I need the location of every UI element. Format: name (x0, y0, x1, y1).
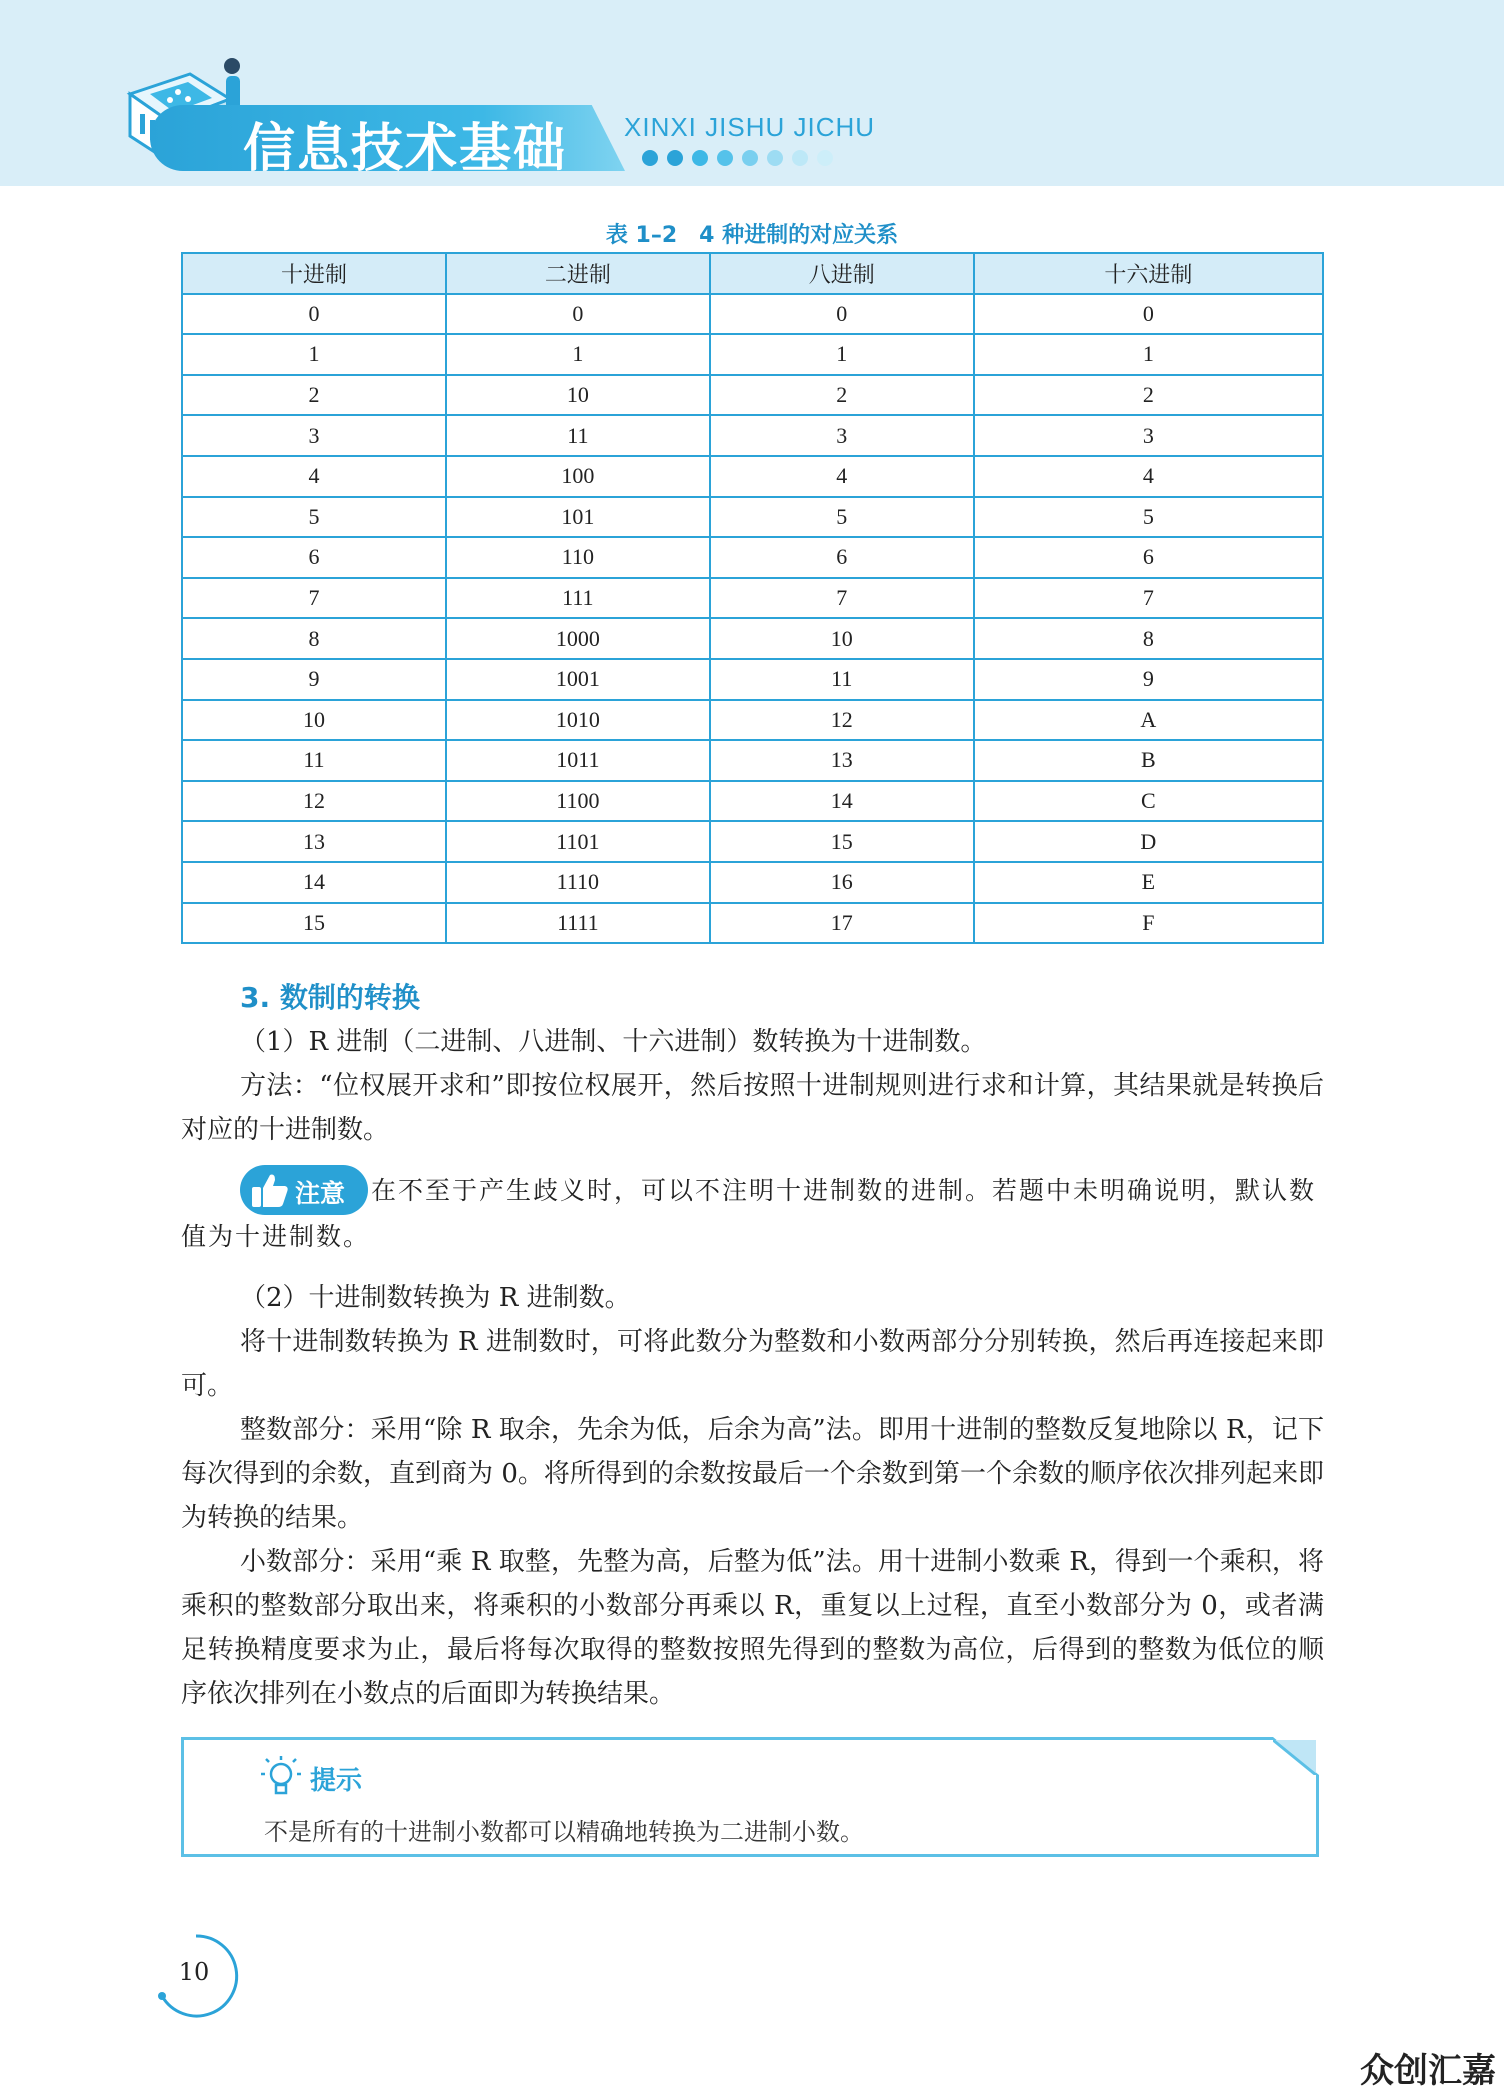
table-cell: 10 (182, 700, 446, 741)
section-heading: 3. 数制的转换 (240, 981, 420, 1014)
table-cell: 13 (182, 821, 446, 862)
column-header: 十六进制 (974, 253, 1323, 294)
table-cell: 0 (182, 294, 446, 335)
table-cell: 17 (710, 903, 974, 944)
page-fold-corner (1273, 1737, 1319, 1775)
table-cell: 5 (182, 497, 446, 538)
lightbulb-icon (260, 1754, 302, 1802)
table-cell: 14 (710, 781, 974, 822)
table-cell: 9 (974, 659, 1323, 700)
table-cell: 1 (710, 334, 974, 375)
note-text: 在不至于产生歧义时，可以不注明十进制数的进制。若题中未明确说明，默认数值为十进制数。 (181, 1176, 1317, 1251)
table-cell: 111 (446, 578, 710, 619)
column-header: 二进制 (446, 253, 710, 294)
paragraph-r-to-decimal: （1）R 进制（二进制、八进制、十六进制）数转换为十进制数。 (240, 1027, 987, 1057)
table-cell: 0 (710, 294, 974, 335)
table-row (182, 375, 1323, 416)
table-cell: 16 (710, 862, 974, 903)
table-cell: D (974, 821, 1323, 862)
table-cell: C (974, 781, 1323, 822)
table-cell: 5 (974, 497, 1323, 538)
table-cell: 12 (182, 781, 446, 822)
table-cell: 1 (182, 334, 446, 375)
table-row (182, 862, 1323, 903)
table-header-row (182, 253, 1323, 294)
paragraph-method: 方法：“位权展开求和”即按位权展开，然后按照十进制规则进行求和计算，其结果就是转换后对应的十进制数。 (181, 1071, 1324, 1145)
table-cell: 7 (182, 578, 446, 619)
watermark: 众创汇嘉 (1360, 2051, 1496, 2091)
table-cell: E (974, 862, 1323, 903)
table-row (182, 415, 1323, 456)
table-cell: 3 (974, 415, 1323, 456)
table-cell: 14 (182, 862, 446, 903)
table-row (182, 821, 1323, 862)
paragraph-integer-part: 整数部分：采用“除 R 取余，先余为低，后余为高”法。即用十进制的整数反复地除以 R，记下每次得到的余数，直到商为 0。将所得到的余数按最后一个余数到第一个余数的顺序依次排列起来即为转换的结果。 (181, 1415, 1324, 1533)
table-row (182, 537, 1323, 578)
table-cell: 1010 (446, 700, 710, 741)
table-cell: 7 (974, 578, 1323, 619)
table-cell: 1011 (446, 740, 710, 781)
page-number: 10 (178, 1958, 210, 1986)
table-caption: 表 1–2 4 种进制的对应关系 (605, 223, 899, 248)
table-cell: 6 (710, 537, 974, 578)
table-row (182, 700, 1323, 741)
paragraph-decimal-to-r: （2）十进制数转换为 R 进制数。 (240, 1283, 631, 1313)
table-cell: 4 (974, 456, 1323, 497)
table-cell: F (974, 903, 1323, 944)
table-cell: 0 (974, 294, 1323, 335)
table-cell: 1110 (446, 862, 710, 903)
table-cell: 2 (974, 375, 1323, 416)
table-row (182, 740, 1323, 781)
column-header: 十进制 (182, 253, 446, 294)
table-row (182, 618, 1323, 659)
table-row (182, 294, 1323, 335)
table-row (182, 659, 1323, 700)
table-row (182, 781, 1323, 822)
table-cell: 13 (710, 740, 974, 781)
table-cell: 3 (710, 415, 974, 456)
table-cell: 0 (446, 294, 710, 335)
table-cell: 1 (446, 334, 710, 375)
book-title-pinyin: XINXI JISHU JICHU (624, 112, 876, 142)
book-title: 信息技术基础 (243, 119, 568, 179)
table-row (182, 903, 1323, 944)
table-cell: A (974, 700, 1323, 741)
table-cell: 10 (710, 618, 974, 659)
conversion-table (181, 252, 1324, 944)
table-cell: 1100 (446, 781, 710, 822)
table-row (182, 578, 1323, 619)
table-cell: 8 (974, 618, 1323, 659)
tip-box (181, 1737, 1319, 1857)
table-row (182, 456, 1323, 497)
decorative-dots (642, 150, 833, 166)
table-cell: 11 (446, 415, 710, 456)
table-cell: 11 (182, 740, 446, 781)
tip-title: 提示 (310, 1766, 363, 1796)
table-cell: 3 (182, 415, 446, 456)
table-cell: 7 (710, 578, 974, 619)
table-cell: 4 (710, 456, 974, 497)
paragraph-split: 将十进制数转换为 R 进制数时，可将此数分为整数和小数两部分分别转换，然后再连接起来即可。 (181, 1327, 1324, 1401)
table-cell: 2 (182, 375, 446, 416)
table-cell: 110 (446, 537, 710, 578)
table-cell: 15 (710, 821, 974, 862)
table-cell: 12 (710, 700, 974, 741)
table-cell: 8 (182, 618, 446, 659)
table-cell: 10 (446, 375, 710, 416)
table-cell: 1111 (446, 903, 710, 944)
table-cell: 100 (446, 456, 710, 497)
table-cell: 9 (182, 659, 446, 700)
column-header: 八进制 (710, 253, 974, 294)
table-cell: 6 (182, 537, 446, 578)
table-row (182, 334, 1323, 375)
table-row (182, 497, 1323, 538)
table-cell: 1000 (446, 618, 710, 659)
table-cell: 1101 (446, 821, 710, 862)
tip-text: 不是所有的十进制小数都可以精确地转换为二进制小数。 (264, 1818, 864, 1846)
paragraph-fraction-part: 小数部分：采用“乘 R 取整，先整为高，后整为低”法。用十进制小数乘 R，得到一个乘积，将乘积的整数部分取出来，将乘积的小数部分再乘以 R，重复以上过程，直至小数部分为 0，或者满足转换精度要求为止，最后将每次取得的整数按照先得到的整数为高位，后得到的整数为低位的顺序依次排列在小数点的后面即为转换结果。 (181, 1547, 1324, 1709)
table-cell: 4 (182, 456, 446, 497)
table-cell: 15 (182, 903, 446, 944)
page-header (0, 0, 1504, 186)
note-label: 注意 (295, 1179, 346, 1208)
table-cell: 2 (710, 375, 974, 416)
table-cell: 6 (974, 537, 1323, 578)
table-cell: 5 (710, 497, 974, 538)
table-cell: 11 (710, 659, 974, 700)
table-cell: B (974, 740, 1323, 781)
table-cell: 101 (446, 497, 710, 538)
table-cell: 1 (974, 334, 1323, 375)
table-cell: 1001 (446, 659, 710, 700)
